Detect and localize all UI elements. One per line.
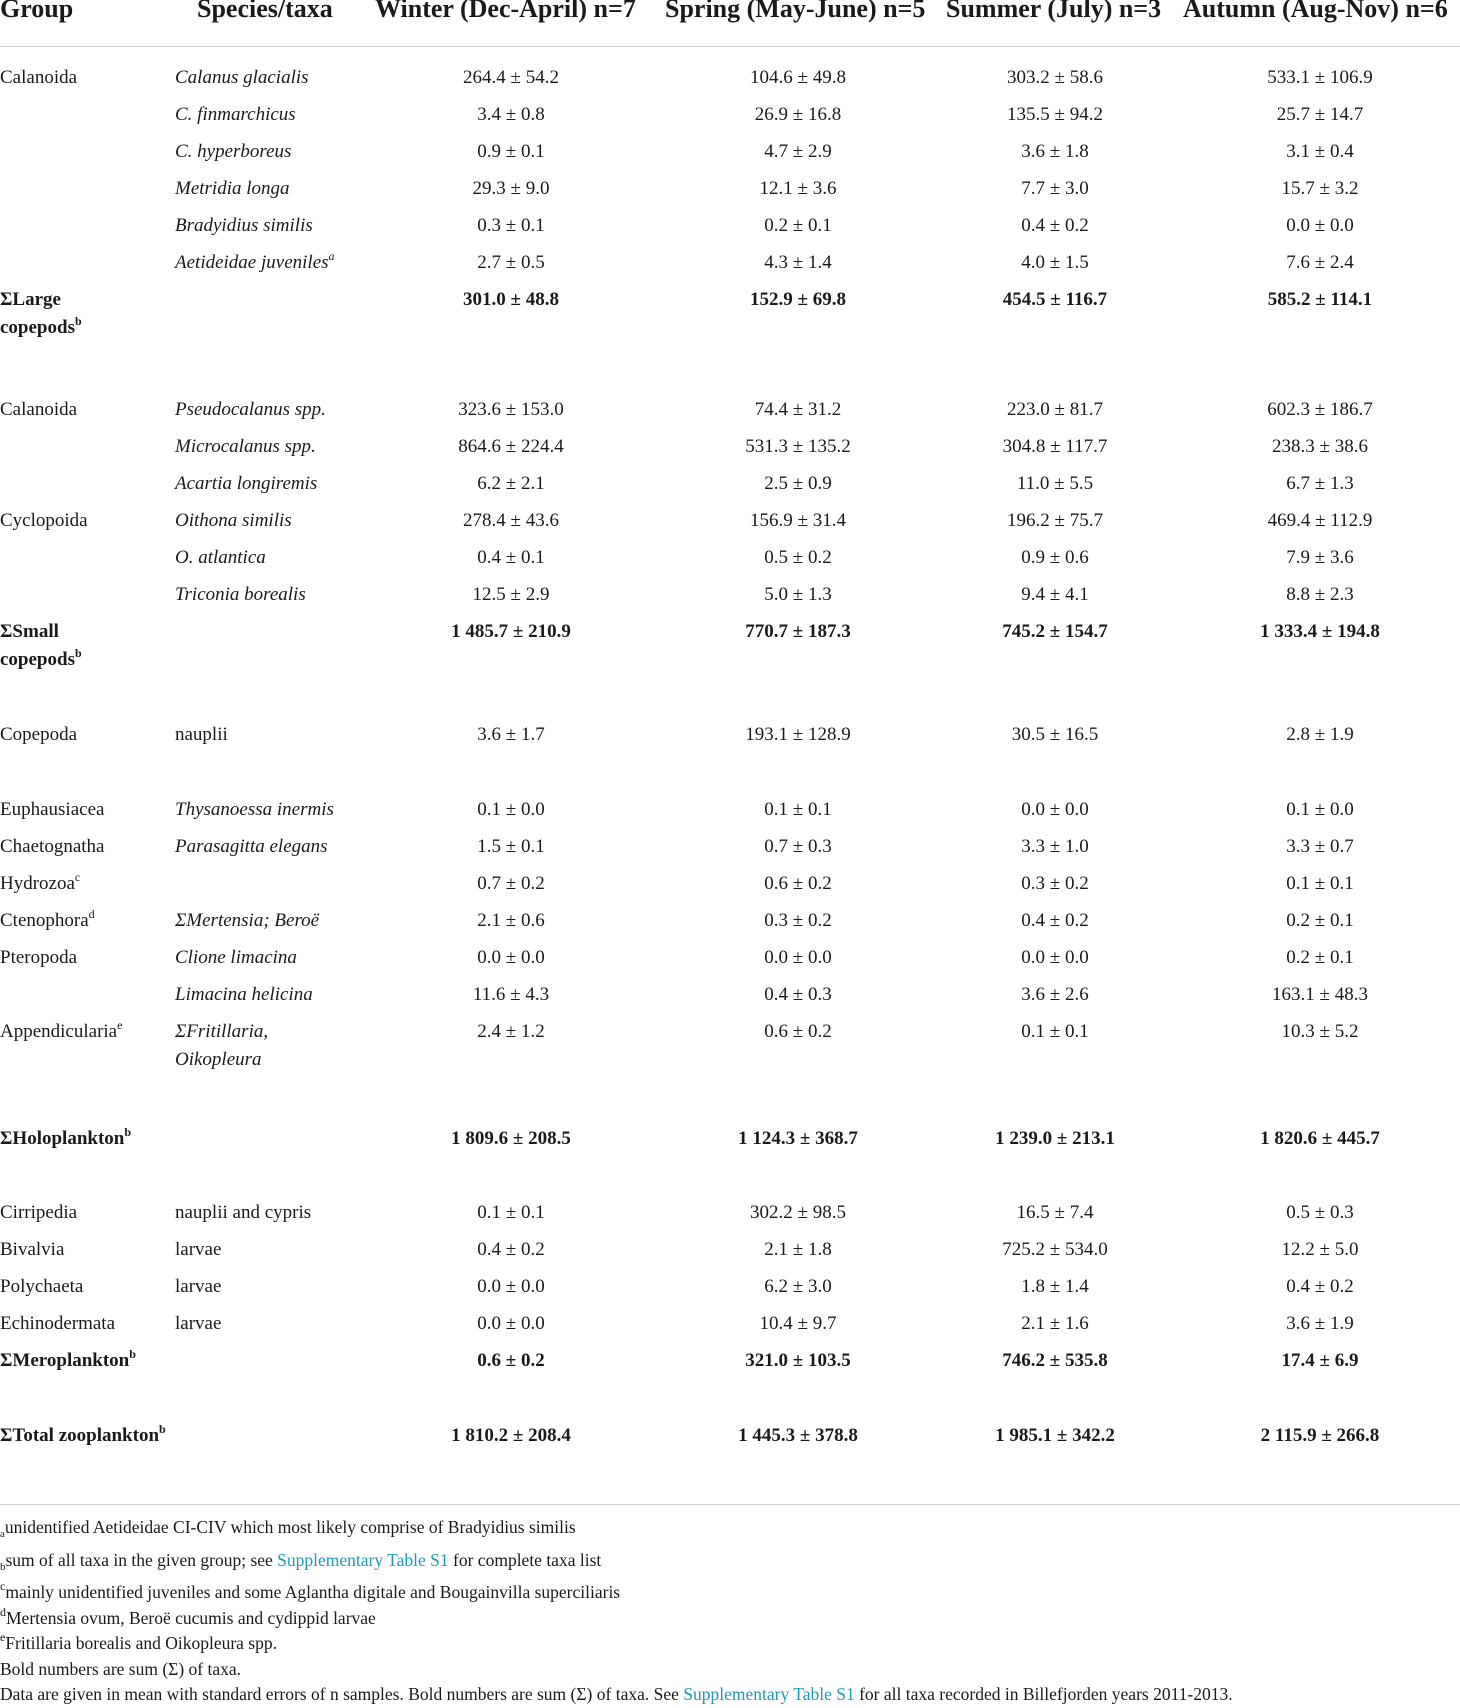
- cell-value-winter: 6.2 ± 2.1: [477, 473, 545, 494]
- cell-value-winter: 0.9 ± 0.1: [477, 141, 545, 162]
- cell-species: larvae: [175, 1313, 222, 1334]
- cell-group: Cirripedia: [0, 1202, 78, 1223]
- cell-group-footnote-mark: e: [117, 1018, 123, 1032]
- cell-group: Calanoida: [0, 67, 78, 88]
- cell-value-autumn: 3.1 ± 0.4: [1286, 141, 1354, 162]
- supplementary-table-link[interactable]: Supplementary Table S1: [683, 1684, 855, 1704]
- cell-value-spring: 156.9 ± 31.4: [750, 510, 846, 531]
- cell-value-autumn: 0.0 ± 0.0: [1286, 215, 1354, 236]
- cell-species: Microcalanus spp.: [175, 436, 316, 457]
- cell-value-autumn: 0.2 ± 0.1: [1286, 910, 1354, 931]
- cell-value-summer: 3.6 ± 1.8: [1021, 141, 1089, 162]
- cell-group: Chaetognatha: [0, 836, 105, 857]
- cell-value-summer: 725.2 ± 534.0: [1002, 1239, 1108, 1260]
- cell-species-footnote-mark: a: [328, 249, 335, 263]
- cell-value-spring: 4.3 ± 1.4: [764, 252, 832, 273]
- cell-species: larvae: [175, 1276, 222, 1297]
- cell-group: Euphausiacea: [0, 799, 105, 820]
- supplementary-table-link[interactable]: Supplementary Table S1: [277, 1549, 449, 1570]
- cell-group: Echinodermata: [0, 1313, 116, 1334]
- cell-value-summer: 304.8 ± 117.7: [1002, 436, 1108, 457]
- cell-group: Hydrozoa$^c$: [0, 870, 81, 894]
- cell-value-winter: 0.7 ± 0.2: [477, 873, 545, 894]
- cell-value-winter: 278.4 ± 43.6: [463, 510, 559, 531]
- cell-species: Aetideidae juveniles$^a$: [175, 249, 335, 273]
- cell-value-spring: 321.0 ± 103.5: [745, 1350, 851, 1371]
- col-header-group: Group: [0, 0, 74, 23]
- cell-value-summer: 223.0 ± 81.7: [1007, 399, 1103, 420]
- cell-value-summer: 135.5 ± 94.2: [1007, 104, 1103, 125]
- cell-value-summer: 1 239.0 ± 213.1: [995, 1128, 1115, 1149]
- cell-value-winter: 1 809.6 ± 208.5: [451, 1128, 571, 1149]
- cell-value-summer: 9.4 ± 4.1: [1021, 584, 1089, 605]
- footnote-c: $^c$mainly unidentified juveniles and some Aglantha digitale and Bougainvilla superciliaris: [0, 1579, 621, 1602]
- cell-value-summer: 3.3 ± 1.0: [1021, 836, 1089, 857]
- cell-group: Bivalvia: [0, 1239, 65, 1260]
- footnote-e: $^e$Fritillaria borealis and Oikopleura spp.: [0, 1630, 277, 1653]
- cell-value-spring: 2.5 ± 0.9: [764, 473, 832, 494]
- cell-value-autumn: 7.6 ± 2.4: [1286, 252, 1354, 273]
- cell-value-autumn: 8.8 ± 2.3: [1286, 584, 1354, 605]
- cell-value-winter: 0.6 ± 0.2: [477, 1350, 545, 1371]
- cell-value-winter: 2.4 ± 1.2: [477, 1021, 545, 1042]
- cell-value-autumn: 533.1 ± 106.9: [1267, 67, 1373, 88]
- cell-species: Clione limacina: [175, 947, 297, 968]
- cell-species: Metridia longa: [175, 178, 290, 199]
- footnote-data-note: Data are given in mean with standard errors of n samples. Bold numbers are sum (Σ) of taxa. See Supplementary Table S1 for all taxa recorded in Billefjorden years 2011-2013.: [0, 1684, 1233, 1704]
- cell-group: ΣSmall copepods$^b$: [0, 621, 82, 670]
- cell-value-spring: 10.4 ± 9.7: [759, 1313, 837, 1334]
- cell-value-winter: 323.6 ± 153.0: [458, 399, 564, 420]
- cell-value-winter: 264.4 ± 54.2: [463, 67, 559, 88]
- cell-value-autumn: 12.2 ± 5.0: [1281, 1239, 1359, 1260]
- cell-value-summer: 0.0 ± 0.0: [1021, 799, 1089, 820]
- cell-value-summer: 16.5 ± 7.4: [1016, 1202, 1094, 1223]
- cell-value-spring: 0.7 ± 0.3: [764, 836, 832, 857]
- cell-group: Appendicularia$^e$: [0, 1018, 123, 1042]
- cell-value-autumn: 0.2 ± 0.1: [1286, 947, 1354, 968]
- cell-group: ΣMeroplankton$^b$: [0, 1347, 136, 1371]
- cell-species: Pseudocalanus spp.: [175, 399, 326, 420]
- cell-value-winter: 2.1 ± 0.6: [477, 910, 545, 931]
- cell-value-winter: 3.6 ± 1.7: [477, 724, 545, 745]
- cell-value-summer: 0.1 ± 0.1: [1021, 1021, 1089, 1042]
- cell-value-spring: 104.6 ± 49.8: [750, 67, 846, 88]
- cell-value-spring: 0.2 ± 0.1: [764, 215, 832, 236]
- cell-value-spring: 193.1 ± 128.9: [745, 724, 851, 745]
- cell-species: Thysanoessa inermis: [175, 799, 334, 820]
- cell-value-winter: 11.6 ± 4.3: [472, 984, 550, 1005]
- cell-value-summer: 746.2 ± 535.8: [1002, 1350, 1108, 1371]
- cell-value-winter: 0.1 ± 0.1: [477, 1202, 545, 1223]
- cell-value-summer: 0.3 ± 0.2: [1021, 873, 1089, 894]
- cell-value-autumn: 1 333.4 ± 194.8: [1260, 621, 1380, 642]
- cell-value-spring: 302.2 ± 98.5: [750, 1202, 846, 1223]
- cell-species: Oithona similis: [175, 510, 292, 531]
- cell-value-winter: 0.4 ± 0.2: [477, 1239, 545, 1260]
- cell-value-autumn: 10.3 ± 5.2: [1281, 1021, 1359, 1042]
- cell-species: ΣFritillaria, Oikopleura: [175, 1021, 269, 1070]
- table-header: [0, 0, 1460, 47]
- cell-species: C. hyperboreus: [175, 141, 292, 162]
- col-header-autumn: Autumn (Aug-Nov) n=6: [1183, 0, 1448, 23]
- col-header-spring: Spring (May-June) n=5: [665, 0, 926, 23]
- cell-value-winter: 0.0 ± 0.0: [477, 1276, 545, 1297]
- cell-value-winter: 1 810.2 ± 208.4: [451, 1425, 571, 1446]
- cell-value-autumn: 3.3 ± 0.7: [1286, 836, 1354, 857]
- cell-species: C. finmarchicus: [175, 104, 296, 125]
- cell-group: Ctenophora$^d$: [0, 907, 95, 931]
- cell-group: Copepoda: [0, 724, 78, 745]
- cell-value-autumn: 3.6 ± 1.9: [1286, 1313, 1354, 1334]
- cell-value-autumn: 0.1 ± 0.1: [1286, 873, 1354, 894]
- footnote-bold-note: Bold numbers are sum (Σ) of taxa.: [0, 1658, 242, 1679]
- cell-value-summer: 7.7 ± 3.0: [1021, 178, 1089, 199]
- cell-value-autumn: 7.9 ± 3.6: [1286, 547, 1354, 568]
- cell-group: ΣHoloplankton$^b$: [0, 1125, 132, 1149]
- cell-value-summer: 30.5 ± 16.5: [1011, 724, 1099, 745]
- cell-value-spring: 0.5 ± 0.2: [764, 547, 832, 568]
- cell-species: larvae: [175, 1239, 222, 1260]
- footnote-b: $_b$sum of all taxa in the given group; see Supplementary Table S1 for complete taxa list: [0, 1549, 602, 1573]
- cell-species: Calanus glacialis: [175, 67, 309, 88]
- cell-value-autumn: 0.4 ± 0.2: [1286, 1276, 1354, 1297]
- cell-group-footnote-mark: b: [159, 1422, 166, 1436]
- cell-value-spring: 1 124.3 ± 368.7: [738, 1128, 858, 1149]
- cell-value-summer: 0.9 ± 0.6: [1021, 547, 1089, 568]
- cell-value-winter: 0.1 ± 0.0: [477, 799, 545, 820]
- footnote-d: $^d$Mertensia ovum, Beroë cucumis and cydippid larvae: [0, 1604, 376, 1628]
- cell-group-footnote-mark: b: [74, 646, 82, 660]
- cell-value-spring: 0.6 ± 0.2: [764, 873, 832, 894]
- cell-species: Acartia longiremis: [175, 473, 318, 494]
- cell-value-autumn: 17.4 ± 6.9: [1281, 1350, 1359, 1371]
- col-header-winter: Winter (Dec-April) n=7: [375, 0, 636, 23]
- cell-value-winter: 0.0 ± 0.0: [477, 947, 545, 968]
- cell-value-spring: 0.4 ± 0.3: [764, 984, 832, 1005]
- cell-value-autumn: 469.4 ± 112.9: [1267, 510, 1373, 531]
- cell-value-spring: 0.6 ± 0.2: [764, 1021, 832, 1042]
- cell-species: nauplii and cypris: [175, 1202, 312, 1223]
- cell-value-spring: 531.3 ± 135.2: [745, 436, 851, 457]
- cell-value-spring: 770.7 ± 187.3: [745, 621, 851, 642]
- cell-value-spring: 5.0 ± 1.3: [764, 584, 832, 605]
- cell-value-spring: 1 445.3 ± 378.8: [738, 1425, 858, 1446]
- cell-species: Parasagitta elegans: [175, 836, 328, 857]
- cell-group-footnote-mark: d: [88, 907, 95, 921]
- cell-species: Limacina helicina: [175, 984, 313, 1005]
- cell-value-winter: 864.6 ± 224.4: [458, 436, 564, 457]
- col-header-summer: Summer (July) n=3: [946, 0, 1162, 23]
- cell-value-summer: 745.2 ± 154.7: [1002, 621, 1108, 642]
- cell-value-spring: 4.7 ± 2.9: [764, 141, 832, 162]
- cell-value-autumn: 2.8 ± 1.9: [1286, 724, 1354, 745]
- cell-value-summer: 3.6 ± 2.6: [1021, 984, 1089, 1005]
- cell-value-spring: 0.1 ± 0.1: [764, 799, 832, 820]
- cell-value-autumn: 15.7 ± 3.2: [1281, 178, 1359, 199]
- cell-value-spring: 26.9 ± 16.8: [754, 104, 842, 125]
- cell-value-autumn: 238.3 ± 38.6: [1272, 436, 1368, 457]
- cell-value-spring: 0.0 ± 0.0: [764, 947, 832, 968]
- cell-group: Calanoida: [0, 399, 78, 420]
- cell-group: Cyclopoida: [0, 510, 88, 531]
- cell-value-summer: 454.5 ± 116.7: [1002, 289, 1108, 310]
- cell-value-summer: 0.4 ± 0.2: [1021, 215, 1089, 236]
- cell-group: ΣLarge copepods$^b$: [0, 289, 82, 338]
- cell-value-autumn: 585.2 ± 114.1: [1267, 289, 1373, 310]
- cell-group-footnote-mark: b: [124, 1125, 132, 1139]
- cell-value-summer: 1.8 ± 1.4: [1021, 1276, 1089, 1297]
- cell-value-autumn: 1 820.6 ± 445.7: [1260, 1128, 1380, 1149]
- table-footnotes: [0, 1504, 1460, 1708]
- cell-value-summer: 4.0 ± 1.5: [1021, 252, 1089, 273]
- cell-value-autumn: 6.7 ± 1.3: [1286, 473, 1354, 494]
- cell-value-winter: 3.4 ± 0.8: [477, 104, 545, 125]
- cell-species: Triconia borealis: [175, 584, 306, 605]
- cell-value-winter: 29.3 ± 9.0: [472, 178, 550, 199]
- cell-value-autumn: 25.7 ± 14.7: [1276, 104, 1364, 125]
- cell-value-autumn: 602.3 ± 186.7: [1267, 399, 1373, 420]
- cell-value-summer: 1 985.1 ± 342.2: [995, 1425, 1115, 1446]
- cell-value-summer: 0.0 ± 0.0: [1021, 947, 1089, 968]
- cell-value-winter: 12.5 ± 2.9: [472, 584, 550, 605]
- cell-value-summer: 2.1 ± 1.6: [1021, 1313, 1089, 1334]
- cell-value-winter: 0.3 ± 0.1: [477, 215, 545, 236]
- col-header-species: Species/taxa: [197, 0, 333, 23]
- cell-value-winter: 1 485.7 ± 210.9: [451, 621, 571, 642]
- cell-value-spring: 74.4 ± 31.2: [754, 399, 842, 420]
- cell-value-winter: 2.7 ± 0.5: [477, 252, 545, 273]
- cell-value-winter: 0.4 ± 0.1: [477, 547, 545, 568]
- cell-species: nauplii: [175, 724, 228, 745]
- cell-value-winter: 1.5 ± 0.1: [477, 836, 545, 857]
- cell-value-autumn: 0.1 ± 0.0: [1286, 799, 1354, 820]
- cell-group-footnote-mark: b: [74, 314, 82, 328]
- cell-value-summer: 11.0 ± 5.5: [1016, 473, 1094, 494]
- cell-group: ΣTotal zooplankton$^b$: [0, 1422, 166, 1446]
- cell-species: ΣMertensia; Beroë: [175, 910, 320, 931]
- cell-group-footnote-mark: c: [74, 870, 81, 884]
- cell-value-spring: 12.1 ± 3.6: [759, 178, 837, 199]
- cell-value-autumn: 0.5 ± 0.3: [1286, 1202, 1354, 1223]
- cell-value-winter: 0.0 ± 0.0: [477, 1313, 545, 1334]
- cell-value-summer: 196.2 ± 75.7: [1007, 510, 1103, 531]
- cell-value-summer: 303.2 ± 58.6: [1007, 67, 1103, 88]
- cell-value-spring: 2.1 ± 1.8: [764, 1239, 832, 1260]
- cell-value-spring: 152.9 ± 69.8: [750, 289, 846, 310]
- cell-value-spring: 6.2 ± 3.0: [764, 1276, 832, 1297]
- cell-group: Polychaeta: [0, 1276, 84, 1297]
- cell-group: Pteropoda: [0, 947, 78, 968]
- footnote-a: $_a$unidentified Aetideidae CI-CIV which most likely comprise of Bradyidius similis: [0, 1517, 576, 1540]
- cell-value-summer: 0.4 ± 0.2: [1021, 910, 1089, 931]
- cell-species: O. atlantica: [175, 547, 266, 568]
- cell-value-autumn: 2 115.9 ± 266.8: [1260, 1425, 1380, 1446]
- cell-group-footnote-mark: b: [129, 1347, 136, 1361]
- cell-value-spring: 0.3 ± 0.2: [764, 910, 832, 931]
- cell-species: Bradyidius similis: [175, 215, 313, 236]
- cell-value-autumn: 163.1 ± 48.3: [1272, 984, 1368, 1005]
- cell-value-winter: 301.0 ± 48.8: [463, 289, 559, 310]
